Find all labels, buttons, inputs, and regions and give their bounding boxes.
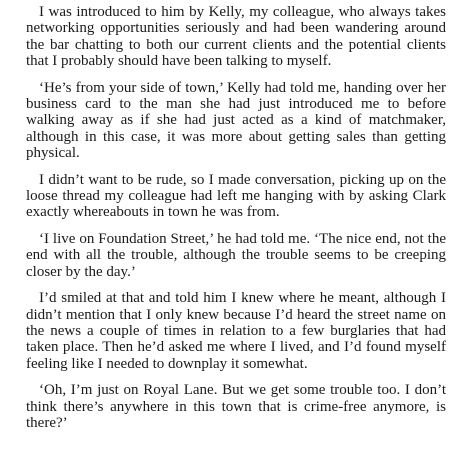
paragraph-3: I didn’t want to be rude, so I made conversation, picking up on the loose thread my colleague had left me hanging with by asking Clark exactly whereabouts in town he was from. xyxy=(26,171,446,221)
paragraph-2: ‘He’s from your side of town,’ Kelly had told me, handing over her business card to the man she had just introduced me to before walking away as if she had just acted as a kind of matchmaker, although in this case, it was more about getting sales than getting physical. xyxy=(26,79,446,162)
paragraph-5: I’d smiled at that and told him I knew where he meant, although I didn’t mention that I only knew because I’d heard the street name on the news a couple of times in relation to a few burglaries that had taken place. Then he’d asked me where I lived, and I’d found myself feeling like I needed to downplay it somewhat. xyxy=(26,290,446,372)
paragraph-4: ‘I live on Foundation Street,’ he had told me. ‘The nice end, not the end with all the trouble, although the trouble seems to be creeping closer by the day.’ xyxy=(26,230,446,280)
document-page xyxy=(26,4,446,431)
paragraph-6: ‘Oh, I’m just on Royal Lane. But we get some trouble too. I don’t think there’s anywhere in this town that is crime-free anymore, is there?’ xyxy=(26,382,446,431)
paragraph-1: I was introduced to him by Kelly, my colleague, who always takes networking opportunities seriously and had been wandering around the bar chatting to both our current clients and the potential clients that I probably should have been talking to myself. xyxy=(26,4,446,70)
